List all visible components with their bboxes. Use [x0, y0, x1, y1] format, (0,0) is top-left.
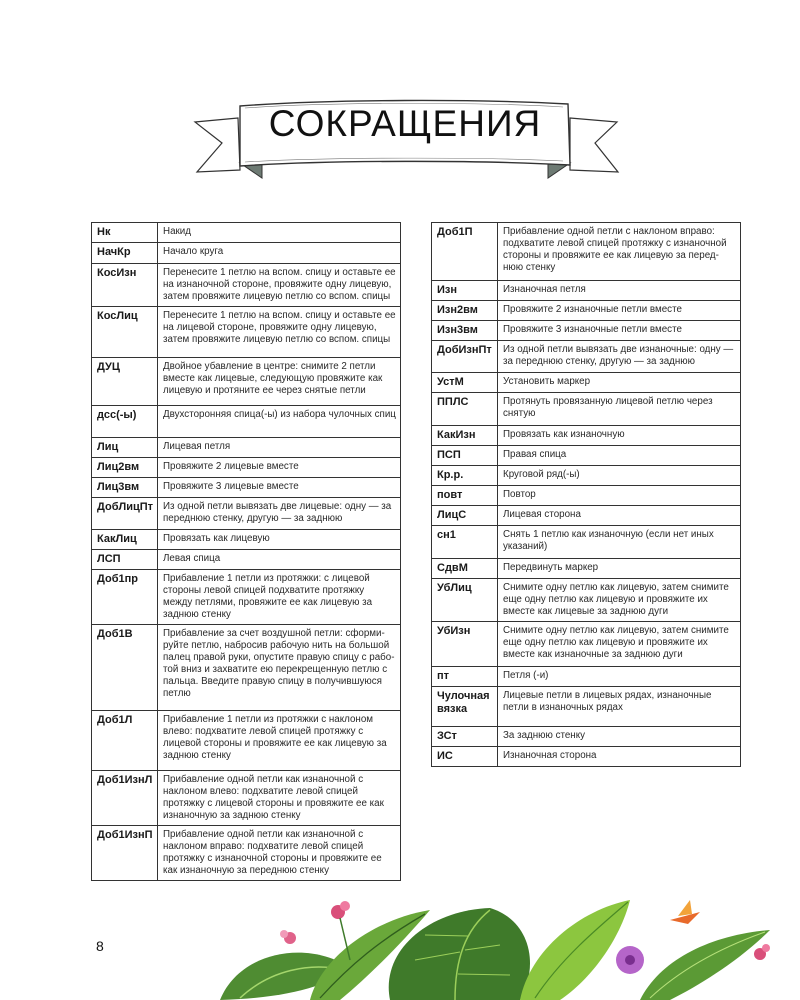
abbreviation-term: Доб1П	[432, 223, 498, 281]
abbreviation-description: Прибавление за счет воздушной петли: сформи-руйте петлю, набросив рабочую нить на большой палец правой руки, опустите правую спицу с рабо-той вниз и захватите ею перекрещенную петлю с пальца. Введите правую спицу в получившуюся петлю	[158, 625, 401, 711]
left-table-row	[92, 438, 401, 458]
right-table-row	[432, 506, 741, 526]
abbreviation-description: Перенесите 1 петлю на вспом. спицу и оставьте ее на изнаночной стороне, провяжите одну лицевую, затем провяжите лицевую петлю со вспом. спицы	[158, 264, 401, 307]
abbreviations-table-left	[91, 222, 401, 881]
abbreviation-term: Лиц	[92, 438, 158, 458]
left-table-row	[92, 570, 401, 625]
abbreviation-description: Начало круга	[158, 243, 401, 264]
right-table-row	[432, 579, 741, 622]
abbreviation-term: ЛСП	[92, 550, 158, 570]
left-table-row	[92, 711, 401, 771]
abbreviation-term: ИС	[432, 747, 498, 767]
abbreviation-term: Нк	[92, 223, 158, 243]
abbreviation-term: дсс(-ы)	[92, 406, 158, 438]
pink-flower-1	[331, 901, 350, 960]
left-table-row	[92, 223, 401, 243]
abbreviation-description: Провяжите 2 изнаночные петли вместе	[498, 301, 741, 321]
abbreviation-term: ДУЦ	[92, 358, 158, 406]
right-table-row	[432, 321, 741, 341]
abbreviation-term: Доб1ИзнЛ	[92, 771, 158, 826]
abbreviation-term: Лиц2вм	[92, 458, 158, 478]
banana-leaf	[520, 900, 630, 1000]
abbreviation-description: Снять 1 петлю как изнаночную (если нет иных указаний)	[498, 526, 741, 559]
right-table-row	[432, 393, 741, 426]
abbreviation-term: НачКр	[92, 243, 158, 264]
abbreviation-description: Прибавление одной петли с наклоном вправо: подхватите левой спицей протяжку с изнаночной стороны и провяжите ее как лицевую за перед-нюю стенку	[498, 223, 741, 281]
page-title: СОКРАЩЕНИЯ	[268, 103, 542, 144]
right-table-row	[432, 341, 741, 373]
abbreviation-term: УбИзн	[432, 622, 498, 667]
left-table-row	[92, 550, 401, 570]
abbreviation-term: Кр.р.	[432, 466, 498, 486]
abbreviation-description: Из одной петли вывязать две лицевые: одну — за переднюю стенку, другую — за заднюю	[158, 498, 401, 530]
right-table-row	[432, 466, 741, 486]
abbreviation-term: КакЛиц	[92, 530, 158, 550]
right-table-row	[432, 559, 741, 579]
abbreviation-description: Протянуть провязанную лицевой петлю через снятую	[498, 393, 741, 426]
abbreviation-term: ДобЛицПт	[92, 498, 158, 530]
abbreviation-term: Изн3вм	[432, 321, 498, 341]
pink-flower-2	[280, 930, 296, 944]
left-table-row	[92, 625, 401, 711]
abbreviation-description: Перенесите 1 петлю на вспом. спицу и оставьте ее на лицевой стороне, провяжите одну лицевую, затем провяжите лицевую петлю со вспом. спицы	[158, 307, 401, 358]
abbreviation-description: Двухсторонняя спица(-ы) из набора чулочных спиц	[158, 406, 401, 438]
abbreviation-term: сн1	[432, 526, 498, 559]
abbreviation-term: повт	[432, 486, 498, 506]
abbreviation-description: Прибавление одной петли как изнаночной с наклоном влево: подхватите левой спицей протяжку с лицевой стороны и провяжите ее как изнаночную за заднюю стенку	[158, 771, 401, 826]
right-table-row	[432, 727, 741, 747]
abbreviation-description: Левая спица	[158, 550, 401, 570]
abbreviation-term: ЗСт	[432, 727, 498, 747]
abbreviation-description: Изнаночная сторона	[498, 747, 741, 767]
left-table-row	[92, 498, 401, 530]
left-table-row	[92, 826, 401, 881]
right-table-row	[432, 486, 741, 506]
abbreviation-description: Провязать как лицевую	[158, 530, 401, 550]
right-table-row	[432, 373, 741, 393]
abbreviation-description: Изнаночная петля	[498, 281, 741, 301]
page-number: 8	[96, 938, 104, 954]
left-table-row	[92, 771, 401, 826]
pink-flower-3	[754, 944, 770, 960]
left-table-row	[92, 406, 401, 438]
abbreviation-term: УстМ	[432, 373, 498, 393]
abbreviation-description: Снимите одну петлю как лицевую, затем снимите еще одну петлю как лицевую и провяжите их вместе как лицевые за заднюю дуги	[498, 579, 741, 622]
abbreviation-term: УбЛиц	[432, 579, 498, 622]
abbreviation-term: Лиц3вм	[92, 478, 158, 498]
abbreviation-description: Лицевая сторона	[498, 506, 741, 526]
abbreviation-term: ПСП	[432, 446, 498, 466]
abbreviation-description: Двойное убавление в центре: снимите 2 петли вместе как лицевые, следующую провяжите как лицевую и протяните ее через снятые петли	[158, 358, 401, 406]
abbreviation-description: Прибавление 1 петли из протяжки: с лицевой стороны левой спицей подхватите протяжку между петлями, провяжите ее как лицевую за заднюю стенку	[158, 570, 401, 625]
left-table-row	[92, 358, 401, 406]
right-table-row	[432, 301, 741, 321]
abbreviation-description: Установить маркер	[498, 373, 741, 393]
right-table-row	[432, 526, 741, 559]
abbreviation-description: Повтор	[498, 486, 741, 506]
fern-right	[640, 930, 770, 1000]
abbreviation-term: Доб1В	[92, 625, 158, 711]
abbreviation-term: СдвМ	[432, 559, 498, 579]
abbreviation-description: Провяжите 2 лицевые вместе	[158, 458, 401, 478]
right-table-row	[432, 747, 741, 767]
right-table-row	[432, 281, 741, 301]
left-table-row	[92, 530, 401, 550]
abbreviation-term: Доб1Л	[92, 711, 158, 771]
right-table-row	[432, 223, 741, 281]
left-table-row	[92, 307, 401, 358]
abbreviation-description: Петля (-и)	[498, 667, 741, 687]
abbreviation-term: КосИзн	[92, 264, 158, 307]
left-table-row	[92, 243, 401, 264]
abbreviation-description: Провяжите 3 изнаночные петли вместе	[498, 321, 741, 341]
left-table-row	[92, 478, 401, 498]
abbreviation-term: Чулочная вязка	[432, 687, 498, 727]
abbreviation-term: Изн2вм	[432, 301, 498, 321]
abbreviation-description: Прибавление 1 петли из протяжки с наклоном влево: подхватите левой спицей протяжку с лицевой стороны и провяжите ее как лицевую за заднюю стенку	[158, 711, 401, 771]
right-table-row	[432, 622, 741, 667]
left-table-row	[92, 458, 401, 478]
abbreviation-description: Накид	[158, 223, 401, 243]
abbreviation-description: Правая спица	[498, 446, 741, 466]
left-table-row	[92, 264, 401, 307]
abbreviation-description: За заднюю стенку	[498, 727, 741, 747]
abbreviation-description: Лицевые петли в лицевых рядах, изнаночные петли в изнаночных рядах	[498, 687, 741, 727]
hibiscus-flower	[616, 946, 644, 974]
abbreviation-description: Провязать как изнаночную	[498, 426, 741, 446]
abbreviation-description: Круговой ряд(-ы)	[498, 466, 741, 486]
right-table-row	[432, 446, 741, 466]
abbreviation-term: ДобИзнПт	[432, 341, 498, 373]
bird-of-paradise-flower	[670, 900, 700, 924]
abbreviation-description: Провяжите 3 лицевые вместе	[158, 478, 401, 498]
abbreviation-term: пт	[432, 667, 498, 687]
abbreviation-term: Доб1ИзнП	[92, 826, 158, 881]
abbreviation-term: Изн	[432, 281, 498, 301]
abbreviation-description: Из одной петли вывязать две изнаночные: одну — за переднюю стенку, другую — за заднюю	[498, 341, 741, 373]
right-table-row	[432, 426, 741, 446]
abbreviation-description: Снимите одну петлю как лицевую, затем снимите еще одну петлю как лицевую и провяжите их вместе как изнаночные за заднюю дуги	[498, 622, 741, 667]
right-table-row	[432, 667, 741, 687]
abbreviation-description: Передвинуть маркер	[498, 559, 741, 579]
abbreviation-description: Лицевая петля	[158, 438, 401, 458]
right-table-row	[432, 687, 741, 727]
abbreviation-term: ППЛС	[432, 393, 498, 426]
abbreviations-table-right	[431, 222, 741, 767]
title-banner	[0, 0, 800, 200]
abbreviation-term: КосЛиц	[92, 307, 158, 358]
abbreviation-term: ЛицС	[432, 506, 498, 526]
tropical-plants-illustration	[200, 890, 800, 1000]
abbreviation-term: КакИзн	[432, 426, 498, 446]
abbreviation-term: Доб1пр	[92, 570, 158, 625]
abbreviation-description: Прибавление одной петли как изнаночной с наклоном вправо: подхватите левой спицей протяжку с изнаночной стороны и провяжите ее как изнаночную за переднюю стенку	[158, 826, 401, 881]
